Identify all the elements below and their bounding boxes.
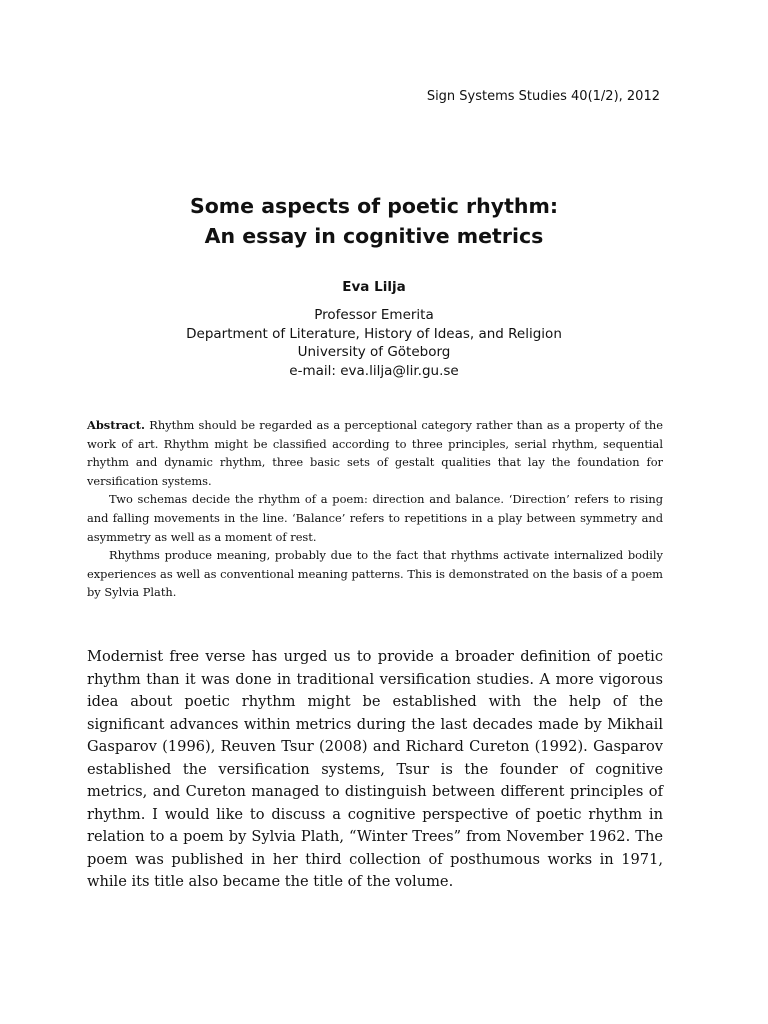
affiliation-department: Department of Literature, History of Ideas, and Religion bbox=[186, 325, 562, 342]
article-title bbox=[0, 191, 748, 251]
affiliation-university: University of Göteborg bbox=[297, 344, 451, 360]
abstract-paragraph-1-text: Rhythm should be regarded as a perceptional category rather than as a property of the work of art. Rhythm might be classified according to three principles, serial rhythm, sequential rhythm and dynamic rhythm, three basic sets of gestalt qualities that lay the foundation for versification systems. bbox=[87, 418, 663, 488]
body-text bbox=[87, 646, 663, 894]
affiliation-position: Professor Emerita bbox=[314, 307, 434, 323]
title-line-1: Some aspects of poetic rhythm: bbox=[189, 194, 559, 218]
affiliation-email: e-mail: eva.lilja@lir.gu.se bbox=[289, 362, 459, 379]
body-paragraph: Modernist free verse has urged us to provide a broader definition of poetic rhythm than it was done in traditional versification studies. A more vigorous idea about poetic rhythm might be established with the help of the significant advances within metrics during the last decades made by Mikhail Gasparov (1996), Reuven Tsur (2008) and Richard Cureton (1992). Gasparov established the versification systems, Tsur is the founder of cognitive metrics, and Cureton managed to distinguish between different principles of rhythm. I would like to discuss a cognitive perspective of poetic rhythm in relation to a poem by Sylvia Plath, “Winter Trees” from November 1962. The poem was published in her third collection of posthumous works in 1971, while its title also became the title of the volume. bbox=[87, 648, 663, 890]
title-line-2: An essay in cognitive metrics bbox=[204, 224, 544, 248]
author-name: Eva Lilja bbox=[342, 279, 406, 295]
abstract-label: Abstract. bbox=[87, 418, 146, 432]
abstract-paragraph-2: Two schemas decide the rhythm of a poem: direction and balance. ‘Direction’ refers to rising and falling movements in the line. ‘Balance’ refers to repetitions in a play between symmetry and asymmetry as well as a moment of rest. bbox=[87, 492, 663, 544]
abstract-paragraph-3: Rhythms produce meaning, probably due to the fact that rhythms activate internalized bodily experiences as well as conventional meaning patterns. This is demonstrated on the basis of a poem by Sylvia Plath. bbox=[87, 548, 663, 600]
journal-citation: Sign Systems Studies 40(1/2), 2012 bbox=[426, 89, 660, 104]
abstract-paragraph-1 bbox=[87, 416, 663, 490]
abstract bbox=[87, 416, 663, 602]
author-affiliation bbox=[0, 306, 748, 380]
